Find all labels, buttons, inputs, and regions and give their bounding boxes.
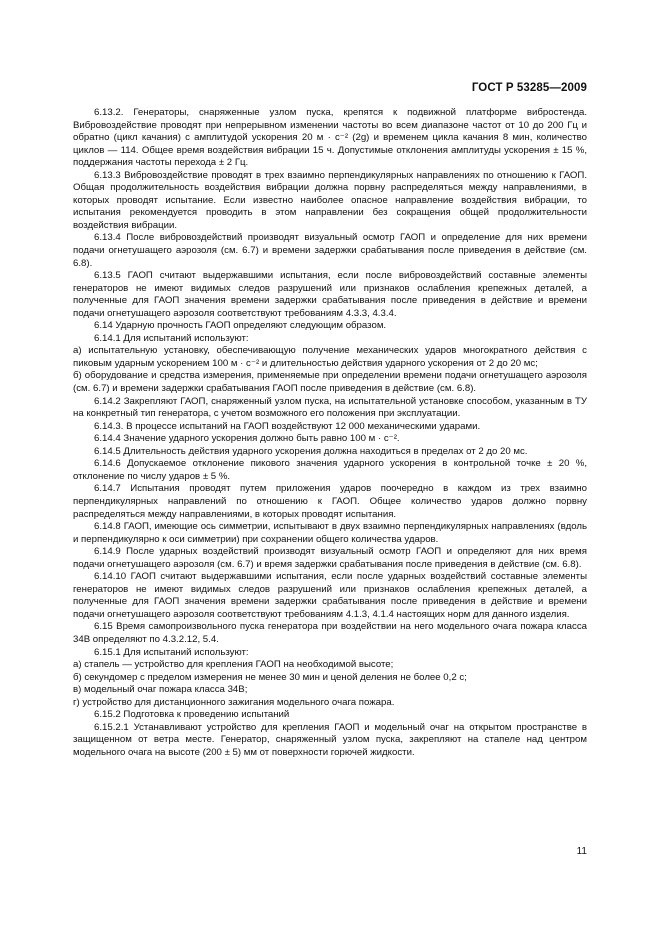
paragraph-6-14-3: 6.14.3. В процессе испытаний на ГАОП воздействуют 12 000 механическими ударами. [94,420,481,432]
list-item-6-14-1-a: а) испытательную установку, обеспечивающую получение механических ударов многократного действия с пиковым ударным ускорением 100 м · с⁻² и длительностью действия ударного ускорения от 2 до 20 мс; [73,345,587,369]
paragraph-6-15: 6.15 Время самопроизвольного пуска генератора при воздействии на него модельного очага пожара класса 34В определяют по 4.3.2.12, 5.4. [73,621,587,645]
document-body [73,107,587,759]
list-item-6-15-1-g: г) устройство для дистанционного зажигания модельного очага пожара. [73,696,395,708]
paragraph-6-14-4: 6.14.4 Значение ударного ускорения должно быть равно 100 м · с⁻². [94,433,400,445]
paragraph-6-14: 6.14 Ударную прочность ГАОП определяют следующим образом. [94,320,387,332]
paragraph-6-13-5: 6.13.5 ГАОП считают выдержавшими испытания, если после вибровоздействий составные элементы генераторов не имеют видимых следов разрушений или признаков ослабления крепежных деталей, а полученные для ГАОП значения времени задержки срабатывания после приведения в действие и времени подачи огнетушащего аэрозоля соответствуют требованиям 4.3.3, 4.3.4. [73,270,587,319]
paragraph-6-14-8: 6.14.8 ГАОП, имеющие ось симметрии, испытывают в двух взаимно перпендикулярных направлениях (вдоль и перпендикулярно к оси симметрии) при сохранении общего количества ударов. [73,521,587,545]
paragraph-6-14-1: 6.14.1 Для испытаний используют: [94,332,249,344]
paragraph-6-14-6: 6.14.6 Допускаемое отклонение пикового значения ударного ускорения в контрольной точке ± 20 %, отклонение по числу ударов ± 5 %. [73,458,587,482]
paragraph-6-15-1: 6.15.1 Для испытаний используют: [94,646,249,658]
page-number: 11 [576,846,587,857]
list-item-6-15-1-a: а) стапель — устройство для крепления ГАОП на необходимой высоте; [73,659,394,671]
paragraph-6-14-5: 6.14.5 Длительность действия ударного ускорения должна находиться в пределах от 2 до 20 мс. [94,445,528,457]
paragraph-6-13-4: 6.13.4 После вибровоздействий производят визуальный осмотр ГАОП и определение для них времени подачи огнетушащего аэрозоля (см. 6.7) и времени задержки срабатывания после приведения в действие (см. 6.8). [73,232,587,269]
paragraph-6-14-9: 6.14.9 После ударных воздействий производят визуальный осмотр ГАОП и определяют для них время подачи огнетушащего аэрозоля (см. 6.7) и время задержки срабатывания после приведения в действие (см. 6.8). [73,546,587,570]
document-number-header: ГОСТ Р 53285—2009 [471,82,587,94]
list-item-6-15-1-v: в) модельный очаг пожара класса 34В; [73,684,248,696]
paragraph-6-14-2: 6.14.2 Закрепляют ГАОП, снаряженный узлом пуска, на испытательной установке способом, указанным в ТУ на конкретный тип генератора, с учетом возможного его положения при эксплуатации. [73,395,587,420]
paragraph-6-13-2: 6.13.2. Генераторы, снаряженные узлом пуска, крепятся к подвижной платформе вибростенда. Вибровоздействие проводят при непрерывном изменении частоты во всем диапазоне частот от 10 до 200 Гц и обратно (цикл качания) с амплитудой ускорения 20 м · с⁻² (2g) и временем цикла качания 8 мин, количество циклов — 114. Общее время воздействия вибрации 15 ч. Допустимые отклонения амплитуды ускорения ± 15 %, поддержания частоты перехода ± 2 Гц. [73,107,587,169]
paragraph-6-15-2: 6.15.2 Подготовка к проведению испытаний [94,709,290,721]
paragraph-6-14-10: 6.14.10 ГАОП считают выдержавшими испытания, если после ударных воздействий составные элементы генераторов не имеют видимых следов разрушений или признаков ослабления крепежных деталей, а полученные для ГАОП значения времени задержки срабатывания после приведения в действие и времени подачи огнетушащего аэрозоля соответствуют требованиям 4.1.3, 4.1.4 настоящих норм для данного изделия. [73,571,587,620]
paragraph-6-15-2-1: 6.15.2.1 Устанавливают устройство для крепления ГАОП и модельный очаг на открытом пространстве в защищенном от ветра месте. Генератор, снаряженный узлом пуска, закрепляют на стапеле над центром модельного очага на высоте (200 ± 5) мм от поверхности горючей жидкости. [73,721,587,758]
list-item-6-14-1-b: б) оборудование и средства измерения, применяемые при определении времени подачи огнетушащего аэрозоля (см. 6.7) и времени задержки срабатывания ГАОП после приведения в действие (см. 6.8). [73,370,587,395]
paragraph-6-13-3: 6.13.3 Вибровоздействие проводят в трех взаимно перпендикулярных направлениях по отношению к ГАОП. Общая продолжительность воздействия вибрации должна порвну распределяться между направлениями, в которых проводят испытание. Если известно наиболее опасное направление воздействия вибрации, то испытания рекомендуется проводить в этом направлении без сокращения общей продолжительности воздействия вибрации. [73,169,587,231]
paragraph-6-14-7: 6.14.7 Испытания проводят путем приложения ударов поочередно в каждом из трех взаимно перпендикулярных направлений по отношению к ГАОП. Общее количество ударов должно порвну распределяться между направлениями, в которых проводят испытания. [73,483,587,520]
list-item-6-15-1-b: б) секундомер с пределом измерения не менее 30 мин и ценой деления не более 0,2 с; [73,671,467,683]
